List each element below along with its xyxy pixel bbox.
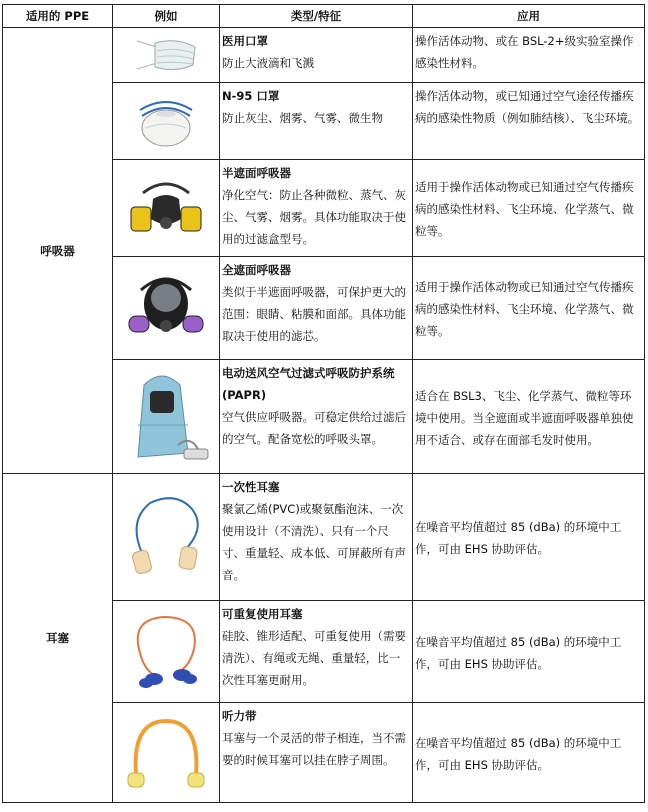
ppe-table — [2, 4, 645, 803]
header-application: 应用 — [413, 5, 645, 28]
application-cell — [413, 360, 645, 474]
application-cell — [413, 703, 645, 803]
application-cell — [413, 474, 645, 601]
example-image — [113, 703, 220, 803]
type-name: N-95 口罩 — [222, 89, 280, 103]
example-image — [113, 160, 220, 257]
type-name: 一次性耳塞 — [222, 480, 280, 494]
hearing-band-icon — [120, 711, 212, 795]
table-row — [3, 28, 645, 83]
type-description: 耳塞与一个灵活的带子相连，当不需要的时候耳塞可以挂在脖子周围。 — [222, 731, 406, 767]
application-text: 操作活体动物、或在 BSL-2+级实验室操作感染性材料。 — [415, 34, 634, 70]
application-text: 操作活体动物，或已知通过空气途径传播疾病的感染性物质（例如肺结核）、飞尘环境。 — [415, 89, 640, 125]
type-description: 防止大液滴和飞溅 — [222, 56, 314, 70]
header-type: 类型/特征 — [220, 5, 413, 28]
type-name: 听力带 — [222, 709, 257, 723]
category-respirator: 呼吸器 — [3, 28, 113, 474]
application-cell — [413, 28, 645, 83]
type-description: 类似于半遮面呼吸器，可保护更大的范围：眼睛、粘膜和面部。具体功能取决于使用的滤芯。 — [222, 285, 406, 343]
type-description: 防止灰尘、烟雾、气雾、微生物 — [222, 111, 383, 125]
type-name: 电动送风空气过滤式呼吸防护系统 (PAPR) — [222, 366, 395, 402]
application-text: 适用于操作活体动物或已知通过空气传播疾病的感染性材料、飞尘环境、化学蒸气、微粒等。 — [415, 180, 634, 238]
application-text: 适用于操作活体动物或已知通过空气传播疾病的感染性材料、飞尘环境、化学蒸气、微粒等。 — [415, 280, 634, 338]
header-example: 例如 — [113, 5, 220, 28]
type-description: 净化空气：防止各种微粒、蒸气、灰尘、气雾、烟雾。具体功能取决于使用的过滤盒型号。 — [222, 188, 406, 246]
category-earplug: 耳塞 — [3, 474, 113, 803]
type-description: 空气供应呼吸器。可稳定供给过滤后的空气。配备宽松的呼吸头罩。 — [222, 410, 406, 446]
application-text: 适合在 BSL3、飞尘、化学蒸气、微粒等环境中使用。当全遮面或半遮面呼吸器单独使用不适合、或存在面部毛发时使用。 — [415, 388, 634, 447]
table-header-row — [3, 5, 645, 28]
application-cell — [413, 257, 645, 360]
type-cell — [220, 601, 413, 703]
type-cell — [220, 257, 413, 360]
type-description: 硅胶、锥形适配、可重复使用（需要清洗）、有绳或无绳、重量轻，比一次性耳塞更耐用。 — [222, 629, 406, 687]
example-image — [113, 28, 220, 83]
reusable-earplug-icon — [120, 609, 212, 695]
example-image — [113, 360, 220, 474]
example-image — [113, 601, 220, 703]
example-image — [113, 474, 220, 601]
application-cell — [413, 83, 645, 160]
application-text: 在噪音平均值超过 85 (dBa) 的环境中工作，可由 EHS 协助评估。 — [415, 634, 622, 671]
papr-hood-icon — [118, 365, 214, 469]
table-row — [3, 474, 645, 601]
type-cell — [220, 360, 413, 474]
type-cell — [220, 28, 413, 83]
type-cell — [220, 160, 413, 257]
type-name: 半遮面呼吸器 — [222, 166, 291, 180]
full-face-respirator-icon — [123, 268, 209, 348]
type-name: 全遮面呼吸器 — [222, 263, 291, 277]
type-cell — [220, 83, 413, 160]
example-image — [113, 83, 220, 160]
application-text: 在噪音平均值超过 85 (dBa) 的环境中工作，可由 EHS 协助评估。 — [415, 520, 622, 556]
type-cell — [220, 703, 413, 803]
disposable-earplug-icon — [120, 491, 212, 583]
application-text: 在噪音平均值超过 85 (dBa) 的环境中工作，可由 EHS 协助评估。 — [415, 735, 622, 772]
half-face-respirator-icon — [123, 173, 209, 243]
application-cell — [413, 601, 645, 703]
type-name: 可重复使用耳塞 — [222, 607, 303, 621]
header-ppe: 适用的 PPE — [3, 5, 113, 28]
surgical-mask-icon — [131, 33, 201, 77]
application-cell — [413, 160, 645, 257]
type-description: 聚氯乙烯(PVC)或聚氨酯泡沫、一次使用设计（不清洗）、只有一个尺寸、重量轻、成本低、可屏蔽所有声音。 — [222, 502, 406, 582]
type-name: 医用口罩 — [222, 34, 268, 48]
type-cell — [220, 474, 413, 601]
n95-mask-icon — [130, 92, 202, 150]
example-image — [113, 257, 220, 360]
